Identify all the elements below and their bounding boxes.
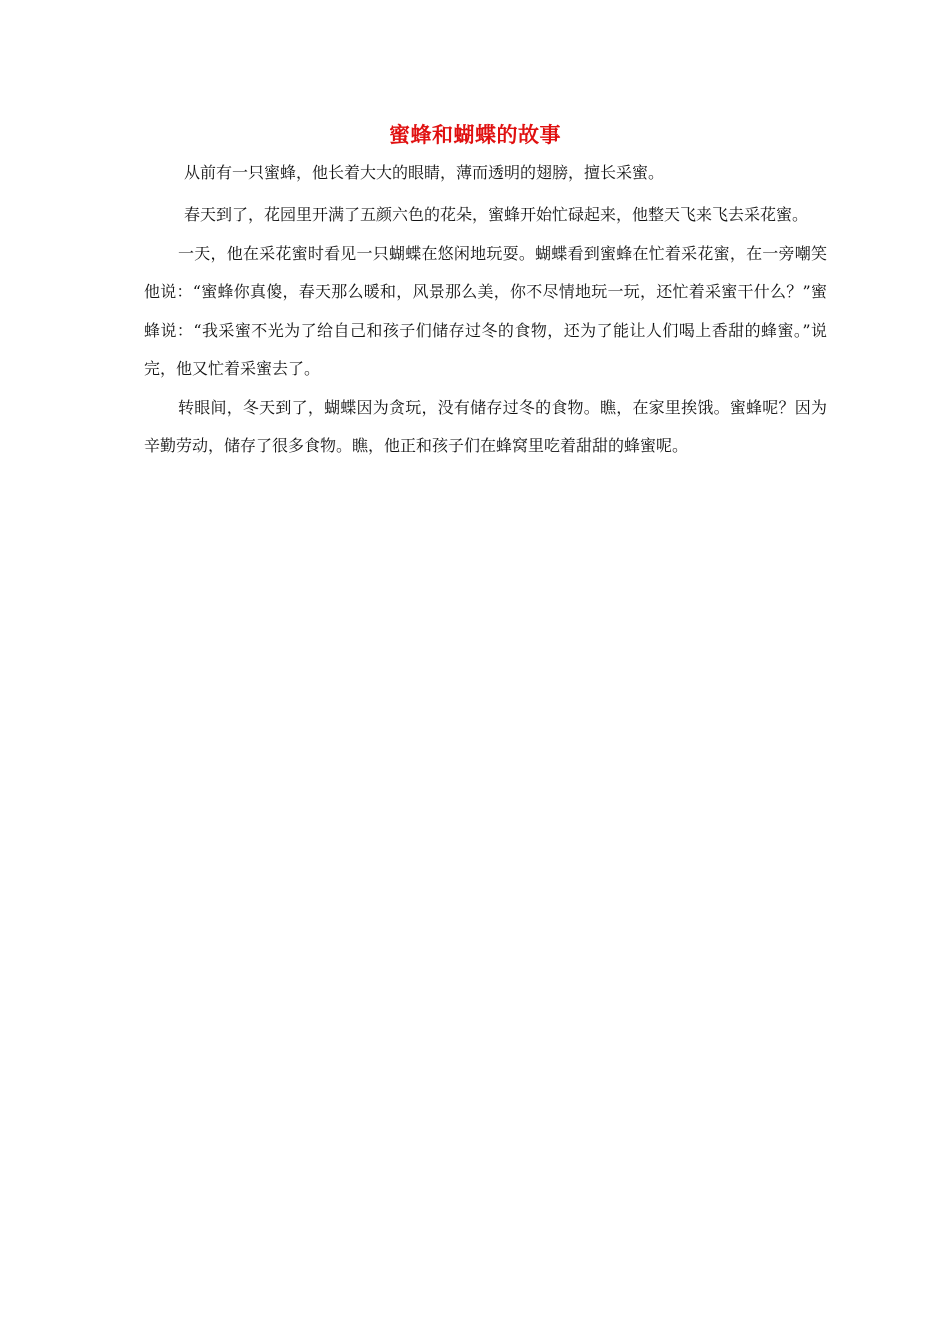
paragraph-1: 从前有一只蜜蜂，他长着大大的眼睛，薄而透明的翅膀，擅长采蜜。 bbox=[184, 163, 665, 182]
paragraph-4: 转眼间，冬天到了，蝴蝶因为贪玩，没有储存过冬的食物。瞧，在家里挨饿。蜜蜂呢？因为辛勤劳动，储存了很多食物。瞧，他正和孩子们在蜂窝里吃着甜甜的蜂蜜呢。 bbox=[144, 397, 827, 455]
document-title: 蜜蜂和蝴蝶的故事 bbox=[389, 122, 561, 147]
story-body bbox=[144, 160, 827, 466]
paragraph-3: 一天，他在采花蜜时看见一只蝴蝶在悠闲地玩耍。蝴蝶看到蜜蜂在忙着采花蜜，在一旁嘲笑他说：“蜜蜂你真傻，春天那么暖和，风景那么美，你不尽情地玩一玩，还忙着采蜜干什么？”蜜蜂说：“我采蜜不光为了给自己和孩子们储存过冬的食物，还为了能让人们喝上香甜的蜂蜜。”说完，他又忙着采蜜去了。 bbox=[144, 243, 827, 378]
paragraph-2: 春天到了，花园里开满了五颜六色的花朵，蜜蜂开始忙碌起来，他整天飞来飞去采花蜜。 bbox=[184, 205, 809, 224]
